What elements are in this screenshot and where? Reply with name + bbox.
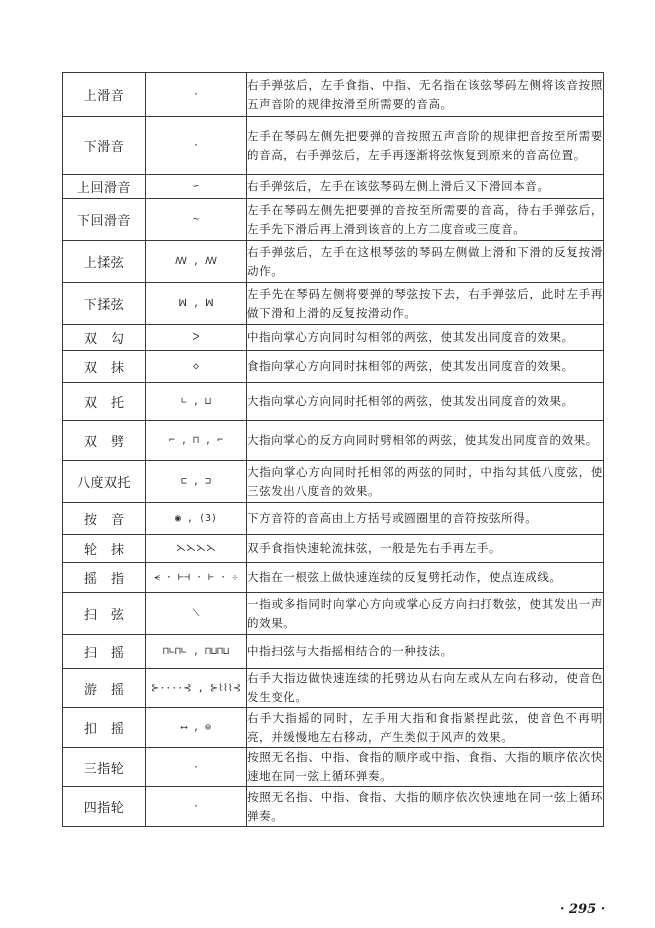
- notation-symbol: ◇: [146, 351, 247, 383]
- technique-description: 大指向掌心方向同时托相邻的两弦的同时，中指勾其低八度弦，使三弦发出八度音的效果。: [247, 461, 604, 503]
- technique-name: 游摇: [63, 669, 146, 708]
- technique-name: 下滑音: [63, 117, 146, 175]
- technique-description: 右手弹弦后，左手在这根琴弦的琴码左侧做上滑和下滑的反复按滑动作。: [247, 241, 604, 283]
- technique-description: 右手大指边做快速连续的托劈边从右向左或从左向右移动，使音色发生变化。: [247, 669, 604, 708]
- technique-name: 四指轮: [63, 787, 146, 827]
- notation-symbol: ∽: [146, 175, 247, 199]
- technique-description: 大指向掌心方向同时托相邻的两弦，使其发出同度音的效果。: [247, 383, 604, 421]
- table-row: [63, 635, 604, 669]
- technique-table-body: [63, 73, 604, 827]
- table-row: [63, 175, 604, 199]
- technique-name: 双抹: [63, 351, 146, 383]
- table-row: [63, 241, 604, 283]
- table-row: [63, 535, 604, 563]
- technique-description: 右手大指摇的同时，左手用大指和食指紧捏此弦，使音色不再明亮，并缓慢地左右移动，产生类似于风声的效果。: [247, 708, 604, 748]
- technique-description: 下方音符的音高由上方括号或圆圈里的音符按弦所得。: [247, 503, 604, 535]
- technique-name: 上揉弦: [63, 241, 146, 283]
- technique-description: 一指或多指同时向掌心方向或掌心反方向扫打数弦，使其发出一声的效果。: [247, 593, 604, 635]
- technique-description: 食指向掌心方向同时抹相邻的两弦，使其发出同度音的效果。: [247, 351, 604, 383]
- table-row: [63, 283, 604, 325]
- technique-name: 八度双托: [63, 461, 146, 503]
- notation-symbol: ⪪ · ⊢⊣ · ⊢ · ⊹: [146, 563, 247, 593]
- technique-description: 右手弹弦后，左手食指、中指、无名指在该弦琴码左侧将该音按照五声音阶的规律按滑至所需要的音高。: [247, 73, 604, 117]
- table-row: [63, 563, 604, 593]
- notation-symbol: ⋋⋋⋋⋋: [146, 535, 247, 563]
- notation-symbol: ꟽ , ꟽ: [146, 283, 247, 325]
- technique-description: 大指在一根弦上做快速连续的反复劈托动作，使点连成线。: [247, 563, 604, 593]
- table-row: [63, 199, 604, 241]
- technique-name: 扣摇: [63, 708, 146, 748]
- technique-name: 扫弦: [63, 593, 146, 635]
- notation-symbol: ·: [146, 787, 247, 827]
- table-row: [63, 748, 604, 787]
- notation-symbol: ◉ , (3): [146, 503, 247, 535]
- notation-symbol: ⟷ , ⊜: [146, 708, 247, 748]
- technique-name: 摇指: [63, 563, 146, 593]
- notation-symbol: ⊓∟⊓∟ , ⊓⊔⊓⊔: [146, 635, 247, 669]
- table-row: [63, 461, 604, 503]
- notation-symbol: ∟ , ⊔: [146, 383, 247, 421]
- table-row: [63, 117, 604, 175]
- page-number: · 295 ·: [560, 902, 606, 917]
- technique-name: 双托: [63, 383, 146, 421]
- table-row: [63, 593, 604, 635]
- notation-symbol: ·: [146, 73, 247, 117]
- table-row: [63, 421, 604, 461]
- technique-description: 中指扫弦与大指摇相结合的一种技法。: [247, 635, 604, 669]
- table-row: [63, 383, 604, 421]
- table-row: [63, 325, 604, 351]
- table-row: [63, 73, 604, 117]
- technique-description: 左手在琴码左侧先把要弹的音按照五声音阶的规律把音按至所需要的音高，右手弹弦后，左手再逐渐将弦恢复到原来的音高位置。: [247, 117, 604, 175]
- notation-symbol: ⊏ , ⊐: [146, 461, 247, 503]
- technique-name: 三指轮: [63, 748, 146, 787]
- technique-name: 扫摇: [63, 635, 146, 669]
- technique-name: 下回滑音: [63, 199, 146, 241]
- technique-description: 左手在琴码左侧先把要弹的音按至所需要的音高，待右手弹弦后，左手先下滑后再上滑到该音的上方二度音或三度音。: [247, 199, 604, 241]
- technique-description: 右手弹弦后，左手在该弦琴码左侧上滑后又下滑回本音。: [247, 175, 604, 199]
- technique-name: 轮抹: [63, 535, 146, 563]
- technique-description: 双手食指快速轮流抹弦，一般是先右手再左手。: [247, 535, 604, 563]
- notation-symbol: ꟿ , ꟿ: [146, 241, 247, 283]
- technique-name: 双劈: [63, 421, 146, 461]
- notation-symbol: ·: [146, 117, 247, 175]
- technique-description: 中指向掌心方向同时勾相邻的两弦，使其发出同度音的效果。: [247, 325, 604, 351]
- technique-name: 双勾: [63, 325, 146, 351]
- notation-symbol: ⌐ , ⊓ , ⌐: [146, 421, 247, 461]
- table-row: [63, 351, 604, 383]
- notation-symbol: ᐳ: [146, 325, 247, 351]
- technique-name: 按音: [63, 503, 146, 535]
- technique-description: 大指向掌心的反方向同时劈相邻的两弦，使其发出同度音的效果。: [247, 421, 604, 461]
- notation-symbol: ⊱····⊰ , ⊱⌇⌇⌇⊰: [146, 669, 247, 708]
- technique-name: 下揉弦: [63, 283, 146, 325]
- notation-symbol: ∼: [146, 199, 247, 241]
- table-row: [63, 708, 604, 748]
- notation-symbol: ·: [146, 748, 247, 787]
- table-row: [63, 503, 604, 535]
- technique-description: 左手先在琴码左侧将要弹的琴弦按下去，右手弹弦后，此时左手再做下滑和上滑的反复按滑动作。: [247, 283, 604, 325]
- technique-description: 按照无名指、中指、食指、大指的顺序依次快速地在同一弦上循环弹奏。: [247, 787, 604, 827]
- technique-description: 按照无名指、中指、食指的顺序或中指、食指、大指的顺序依次快速地在同一弦上循环弹奏。: [247, 748, 604, 787]
- technique-table: [62, 72, 604, 827]
- table-row: [63, 669, 604, 708]
- table-row: [63, 787, 604, 827]
- technique-name: 上滑音: [63, 73, 146, 117]
- technique-name: 上回滑音: [63, 175, 146, 199]
- notation-symbol: ⟍: [146, 593, 247, 635]
